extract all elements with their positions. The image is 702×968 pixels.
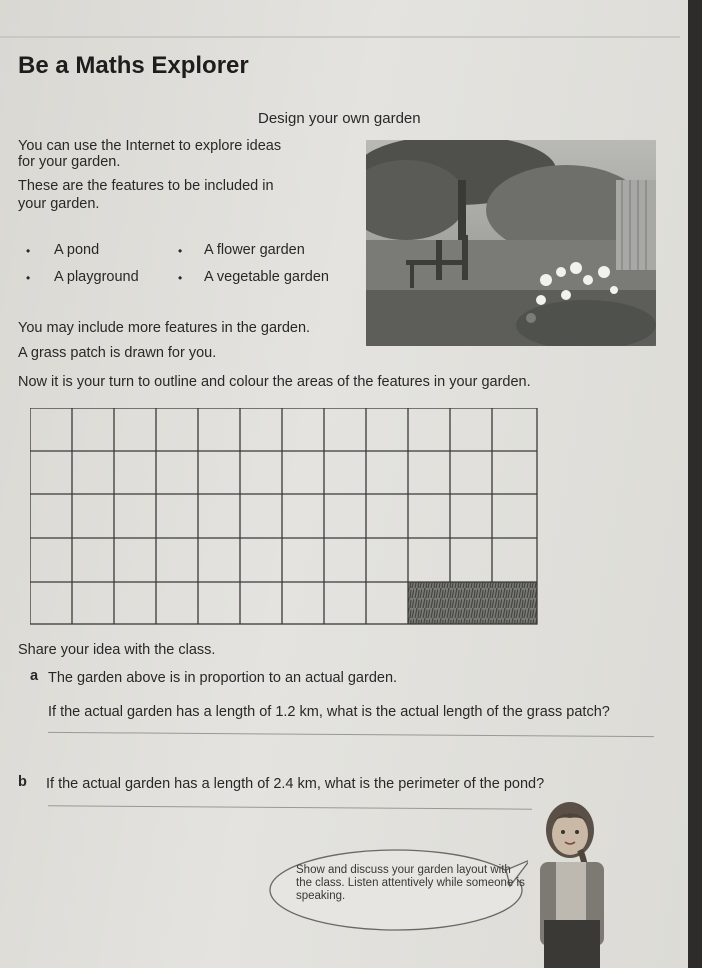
garden-grid[interactable]: [30, 408, 542, 628]
feature-pond: A pond: [54, 242, 100, 258]
page-title: Be a Maths Explorer: [18, 52, 249, 79]
bullet-dot: •: [178, 244, 183, 258]
feature-flower-garden: A flower garden: [204, 242, 305, 258]
bullet-dot: •: [26, 271, 31, 285]
header-rule: [0, 36, 680, 38]
section-subtitle: Design your own garden: [258, 110, 421, 127]
intro-line-3: These are the features to be included in: [18, 178, 274, 194]
question-a-line-1: The garden above is in proportion to an actual garden.: [48, 670, 398, 686]
bullet-dot: •: [26, 244, 31, 258]
question-a-line-2: If the actual garden has a length of 1.2 km, what is the actual length of the grass patch?: [48, 704, 610, 720]
book-edge: [688, 0, 702, 968]
girl-illustration: [520, 800, 630, 968]
question-b-label: b: [18, 774, 27, 790]
instruction-text: Now it is your turn to outline and colour the areas of the features in your garden.: [18, 374, 531, 390]
feature-playground: A playground: [54, 269, 139, 285]
more-features-text: You may include more features in the garden.: [18, 320, 311, 336]
feature-vegetable-garden: A vegetable garden: [204, 269, 329, 285]
intro-line-4: your garden.: [18, 196, 100, 212]
intro-line-1: You can use the Internet to explore ideas: [18, 138, 282, 154]
bullet-dot: •: [178, 271, 183, 285]
intro-line-2: for your garden.: [18, 154, 121, 170]
question-a-label: a: [30, 668, 39, 684]
share-text: Share your idea with the class.: [18, 642, 216, 658]
grass-note: A grass patch is drawn for you.: [18, 345, 217, 361]
garden-photo: [366, 140, 656, 346]
grass-patch: [408, 582, 537, 624]
speech-bubble-text: Show and discuss your garden layout with the class. Listen attentively while someone is speaking.: [296, 864, 525, 902]
question-b-line-1: If the actual garden has a length of 2.4 km, what is the perimeter of the pond?: [46, 776, 545, 792]
